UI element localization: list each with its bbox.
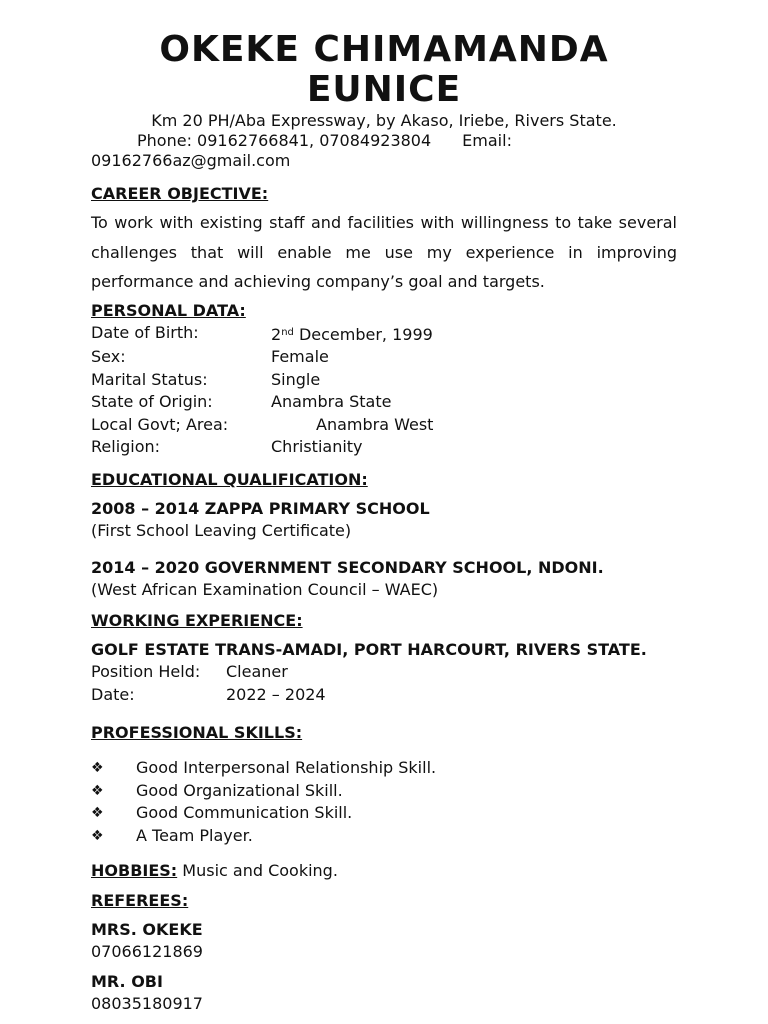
lga-label: Local Govt; Area: [91, 414, 229, 434]
skills-list [91, 757, 677, 847]
skills-heading: PROFESSIONAL SKILLS: [91, 723, 303, 743]
career-objective-heading: CAREER OBJECTIVE: [91, 184, 269, 203]
list-item: ❖ A Team Player. [91, 825, 677, 848]
address: Km 20 PH/Aba Expressway, by Akaso, Iriebe, Rivers State. [151, 111, 617, 130]
personal-data-table [91, 322, 677, 460]
diamond-bullet-icon: ❖ [91, 760, 104, 777]
lga-value: Anambra West [316, 414, 434, 434]
origin-value: Anambra State [271, 392, 392, 412]
sex-label: Sex: [91, 347, 126, 367]
email-label: Email: [462, 131, 512, 150]
diamond-bullet-icon: ❖ [91, 782, 104, 799]
phone-numbers: Phone: 09162766841, 07084923804 [137, 131, 432, 150]
origin-label: State of Origin: [91, 392, 213, 412]
list-item: ❖ Good Interpersonal Relationship Skill. [91, 757, 677, 780]
contact-line [91, 131, 677, 151]
personal-row-sex [91, 346, 677, 369]
personal-row-lga [91, 414, 677, 437]
work-row-position [91, 661, 677, 684]
education-item-title: 2014 – 2020 GOVERNMENT SECONDARY SCHOOL, NDONI. [91, 558, 604, 578]
email-address: 09162766az@gmail.com [91, 151, 291, 170]
personal-row-religion [91, 436, 677, 459]
career-objective-text: To work with existing staff and facilities with willingness to take several challenges that will enable me use my experience in improving performance and achieving company’s goal and targets. [91, 213, 677, 291]
diamond-bullet-icon: ❖ [91, 805, 104, 822]
list-item: ❖ Good Communication Skill. [91, 802, 677, 825]
education-item-title: 2008 – 2014 ZAPPA PRIMARY SCHOOL [91, 499, 430, 519]
referee-phone: 07066121869 [91, 941, 203, 961]
list-item: ❖ Good Organizational Skill. [91, 780, 677, 803]
position-label: Position Held: [91, 662, 201, 682]
religion-value: Christianity [271, 437, 363, 457]
date-label: Date: [91, 684, 135, 704]
sex-value: Female [271, 347, 329, 367]
hobbies-heading: HOBBIES: [91, 860, 178, 880]
position-value: Cleaner [226, 662, 288, 682]
marital-value: Single [271, 369, 321, 389]
religion-label: Religion: [91, 437, 161, 457]
referees-heading: REFEREES: [91, 890, 189, 910]
hobbies-line [91, 860, 677, 882]
dob-label: Date of Birth: [91, 322, 199, 342]
personal-row-marital [91, 369, 677, 392]
marital-label: Marital Status: [91, 369, 208, 389]
personal-row-dob [91, 322, 677, 347]
referee-phone: 08035180917 [91, 993, 203, 1013]
hobbies-text: Music and Cooking. [182, 860, 338, 880]
referee-name: MR. OBI [91, 971, 163, 991]
work-row-date [91, 684, 677, 707]
candidate-name: OKEKE CHIMAMANDA EUNICE [159, 29, 609, 110]
education-heading: EDUCATIONAL QUALIFICATION: [91, 470, 368, 490]
dob-value: 2nd December, 1999 [271, 324, 433, 344]
education-item-detail: (First School Leaving Certificate) [91, 521, 352, 541]
work-experience-heading: WORKING EXPERIENCE: [91, 611, 303, 631]
referee-name: MRS. OKEKE [91, 919, 203, 939]
resume-page [91, 30, 677, 1015]
work-company: GOLF ESTATE TRANS-AMADI, PORT HARCOURT, RIVERS STATE. [91, 640, 647, 660]
date-value: 2022 – 2024 [226, 684, 326, 704]
education-item-detail: (West African Examination Council – WAEC) [91, 580, 439, 600]
diamond-bullet-icon: ❖ [91, 828, 104, 845]
personal-data-heading: PERSONAL DATA: [91, 300, 246, 320]
personal-row-origin [91, 391, 677, 414]
